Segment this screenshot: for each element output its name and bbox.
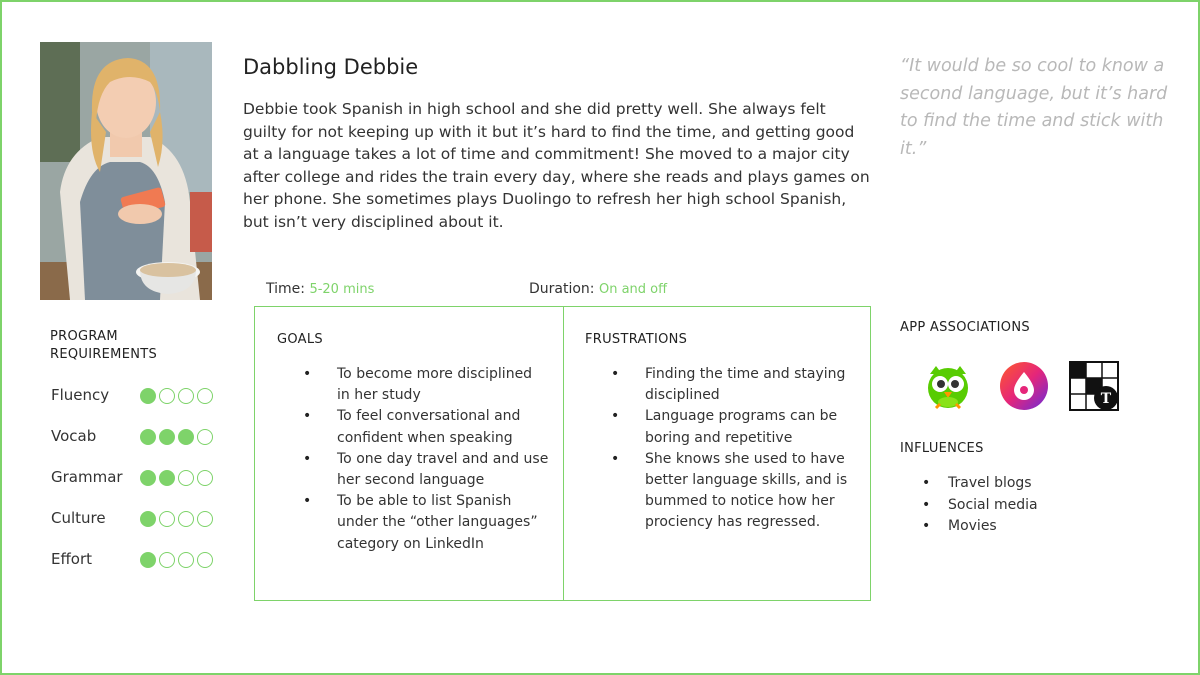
requirement-rating [140,511,213,527]
rating-dot-empty [178,552,194,568]
frustrations-list [607,364,857,534]
persona-photo [40,42,212,300]
requirements-title-line2: REQUIREMENTS [50,347,158,362]
rating-dot-filled [140,429,156,445]
requirements-title-line1: PROGRAM [50,329,118,344]
requirement-rating [140,429,213,445]
rating-dot-filled [159,429,175,445]
app-associations-title: APP ASSOCIATIONS [900,320,1030,335]
rating-dot-empty [159,511,175,527]
rating-dot-empty [197,470,213,486]
influence-item: • Travel blogs [920,473,1038,495]
persona-name: Dabbling Debbie [243,55,419,79]
duration-value: On and off [598,282,668,297]
rating-dot-empty [197,511,213,527]
goals-frustrations-box [254,306,871,601]
goals-title: GOALS [277,332,323,347]
persona-quote: “It would be so cool to know a second language, but it’s hard to find the time and stick with it.” [900,56,1168,159]
nyt-crossword-icon [1068,360,1120,412]
time-meta [266,281,374,297]
rating-dot-filled [140,388,156,404]
duration-meta [529,281,667,297]
requirement-label: Fluency [51,386,110,404]
frustration-item: • Language programs can be boring and repetitive [607,406,857,448]
influences-list [920,473,1038,538]
influences-title: INFLUENCES [900,441,984,456]
goal-item: • To be able to list Spanish under the “other languages” category on LinkedIn [299,491,549,555]
rating-dot-filled [140,511,156,527]
rating-dot-empty [197,552,213,568]
requirement-label: Culture [51,509,106,527]
rating-dot-filled [140,470,156,486]
rating-dot-empty [159,552,175,568]
frustration-item: • She knows she used to have better language skills, and is bummed to notice how her prociency has regressed. [607,449,857,534]
rating-dot-empty [178,511,194,527]
requirement-rating [140,552,213,568]
rating-dot-empty [178,470,194,486]
time-value: 5-20 mins [309,282,375,297]
rating-dot-filled [159,470,175,486]
persona-bio: Debbie took Spanish in high school and she did pretty well. She always felt guilty for not keeping up with it but it’s hard to find the time, and getting good at a language takes a lot of time and commitment! She moved to a major city after college and rides the train every day, where she reads and plays games on her phone. She sometimes plays Duolingo to refresh her high school Spanish, but isn’t very disciplined about it. [243,100,870,231]
duolingo-icon [922,360,974,412]
frustrations-title: FRUSTRATIONS [585,332,688,347]
requirements-title [50,328,157,364]
requirement-label: Vocab [51,427,97,445]
requirement-rating [140,388,213,404]
rating-dot-empty [159,388,175,404]
drops-icon [998,360,1050,412]
rating-dot-empty [178,388,194,404]
requirement-row [51,386,231,408]
box-divider [563,307,564,600]
goal-item: • To one day travel and and use her second language [299,449,549,491]
requirement-row [51,427,231,449]
rating-dot-filled [140,552,156,568]
goals-list [299,364,549,555]
influence-item: • Social media [920,495,1038,517]
time-label: Time: [266,281,305,297]
goal-item: • To feel conversational and confident when speaking [299,406,549,448]
requirement-row [51,550,231,572]
frustration-item: • Finding the time and staying disciplined [607,364,857,406]
influence-item: • Movies [920,516,1038,538]
rating-dot-filled [178,429,194,445]
duration-label: Duration: [529,281,595,297]
requirement-label: Effort [51,550,93,568]
svg-text:T: T [1100,391,1112,407]
rating-dot-empty [197,429,213,445]
requirement-row [51,509,231,531]
requirement-rating [140,470,213,486]
rating-dot-empty [197,388,213,404]
goal-item: • To become more disciplined in her study [299,364,549,406]
requirement-label: Grammar [51,468,123,486]
requirement-row [51,468,231,490]
